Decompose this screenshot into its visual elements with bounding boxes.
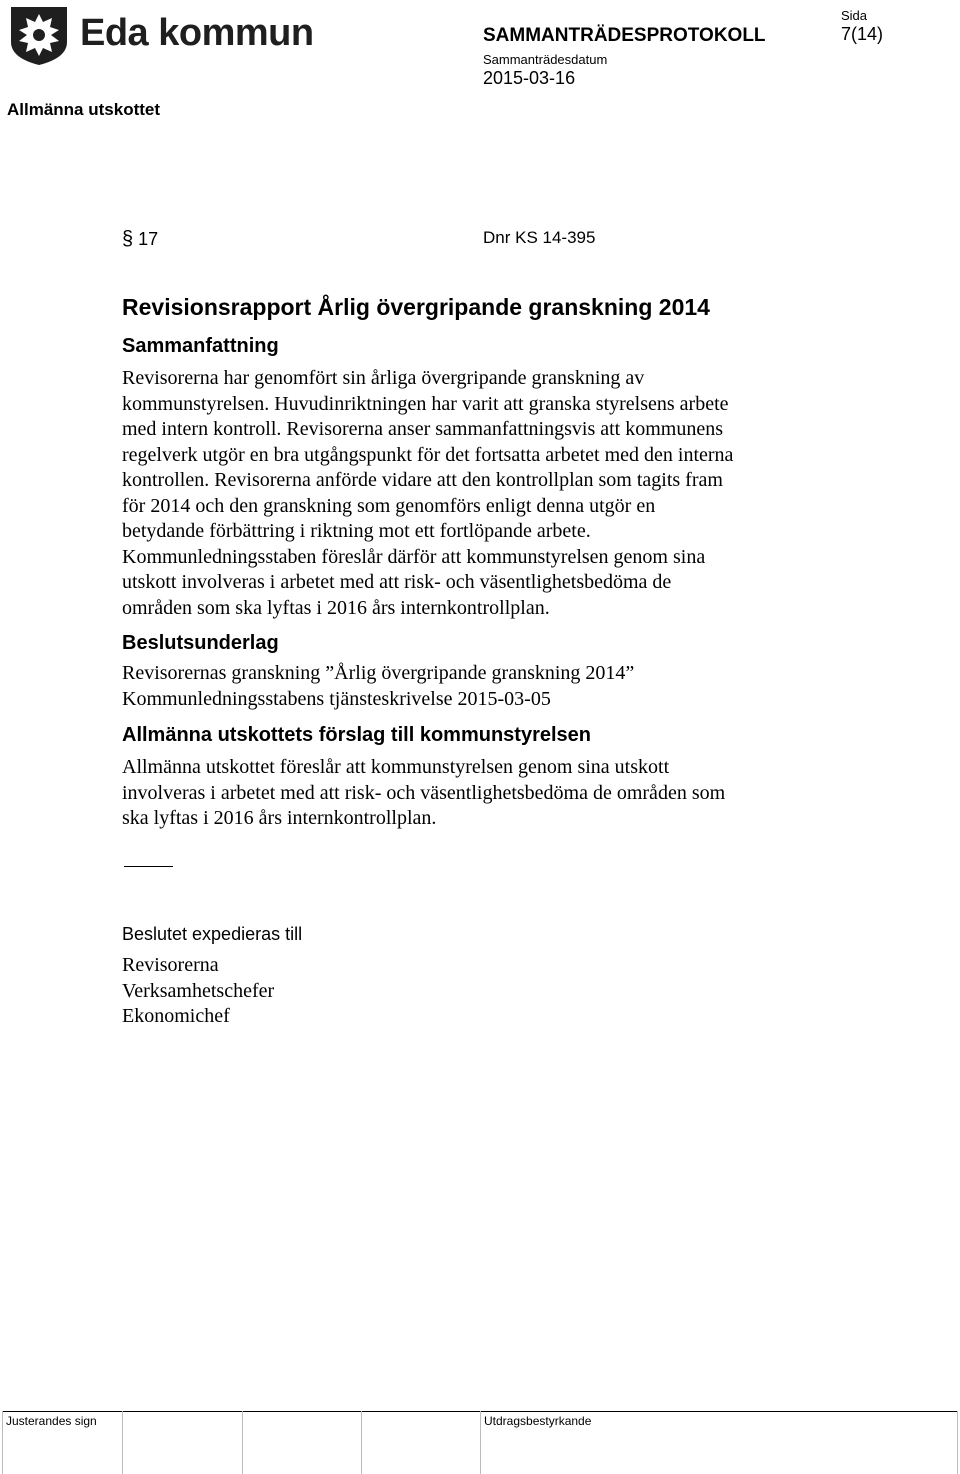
page-number: 7(14): [841, 24, 884, 44]
summary-heading: Sammanfattning: [122, 335, 279, 357]
proposal-line: Allmänna utskottet föreslår att kommunstyrelsen genom sina utskott: [122, 756, 670, 778]
paragraph-number: [122, 228, 158, 251]
meeting-date: 2015-03-16: [483, 68, 576, 88]
recipient: Ekonomichef: [122, 1005, 230, 1027]
page-label: Sida: [841, 8, 868, 23]
summary-line: Revisorerna har genomfört sin årliga övergripande granskning av: [122, 367, 645, 389]
footer-column-line: [361, 1411, 362, 1474]
meeting-date-label: Sammanträdesdatum: [483, 52, 608, 67]
summary-line: Kommunledningsstaben föreslår därför att kommunstyrelsen genom sina: [122, 545, 706, 568]
section-sign: §: [122, 228, 134, 250]
summary-line: regelverk utgör en bra utgångspunkt för det fortsatta arbetet med den interna: [122, 443, 734, 466]
footer-column-line: [242, 1411, 243, 1474]
footer-column-line: [957, 1411, 958, 1474]
basis-item: Revisorernas granskning ”Årlig övergripande granskning 2014”: [122, 662, 635, 684]
summary-line: kontrollen. Revisorerna anförde vidare att den kontrollplan som tagits fram: [122, 469, 723, 491]
committee-name: Allmänna utskottet: [7, 100, 161, 119]
distribution-list: [122, 953, 274, 1030]
summary-line: betydande förbättring i riktning mot ett fortlöpande arbete.: [122, 520, 591, 542]
summary-line: för 2014 och den granskning som genomförs enligt denna utgör en: [122, 494, 656, 517]
recipient: Revisorerna: [122, 954, 219, 976]
certification-label: Utdragsbestyrkande: [484, 1414, 592, 1428]
fortress-emblem-icon: [8, 4, 70, 66]
document-title: SAMMANTRÄDESPROTOKOLL: [483, 25, 766, 46]
proposal-heading: Allmänna utskottets förslag till kommunstyrelsen: [122, 724, 591, 746]
item-title: Revisionsrapport Årlig övergripande granskning 2014: [122, 294, 710, 320]
signature-label: Justerandes sign: [6, 1414, 97, 1428]
basis-item: Kommunledningsstabens tjänsteskrivelse 2015-03-05: [122, 687, 551, 710]
case-number: Dnr KS 14-395: [483, 228, 596, 247]
recipient: Verksamhetschefer: [122, 979, 275, 1002]
proposal-line: ska lyftas i 2016 års internkontrollplan.: [122, 807, 437, 829]
footer-column-line: [2, 1411, 3, 1474]
summary-line: med intern kontroll. Revisorerna anser sammanfattningsvis att kommunens: [122, 418, 723, 440]
basis-list: [122, 661, 822, 712]
basis-heading: Beslutsunderlag: [122, 632, 279, 654]
logo-text: Eda kommun: [80, 12, 314, 54]
item-number: 17: [138, 229, 159, 249]
summary-text: [122, 366, 822, 621]
footer-column-line: [122, 1411, 123, 1474]
summary-line: utskott involveras i arbetet med att risk- och väsentlighetsbedöma de: [122, 571, 672, 593]
summary-line: kommunstyrelsen. Huvudinriktningen har varit att granska styrelsens arbete: [122, 392, 729, 415]
footer-column-line: [480, 1411, 481, 1474]
distribution-heading: Beslutet expedieras till: [122, 924, 303, 944]
proposal-text: [122, 755, 822, 832]
summary-line: områden som ska lyftas i 2016 års internkontrollplan.: [122, 596, 550, 619]
separator-line: [124, 866, 173, 867]
proposal-line: involveras i arbetet med att risk- och väsentlighetsbedöma de områden som: [122, 781, 726, 804]
